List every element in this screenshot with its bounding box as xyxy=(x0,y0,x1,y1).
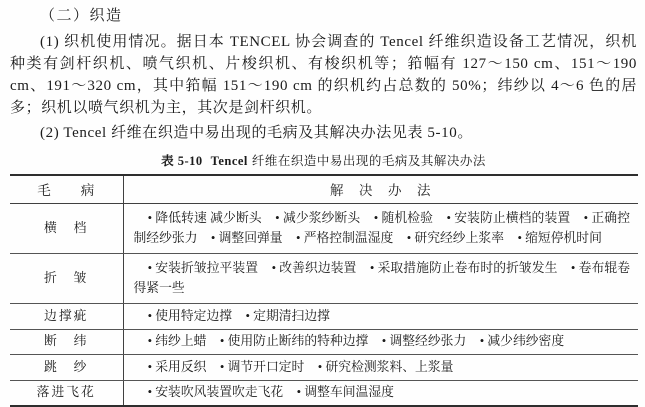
solutions-cell xyxy=(123,304,638,330)
solution-item: • 研究经纱上浆率 xyxy=(406,230,504,245)
solution-item: • 卷布辊卷得紧一些 xyxy=(133,261,631,295)
solution-item: • 安装吹风装置吹走飞花 xyxy=(147,385,284,399)
paragraph-table-reference: (2) Tencel 纤维在织造中易出现的毛病及其解决办法见表 5-10。 xyxy=(40,125,473,141)
table-header-row xyxy=(10,175,638,204)
solution-item: • 采取措施防止卷布时的折皱发生 xyxy=(369,261,558,275)
solution-item: • 改善织边装置 xyxy=(271,261,357,275)
table-row xyxy=(10,355,638,381)
table-row xyxy=(10,204,638,254)
solution-item: • 使用防止断纬的特种边撑 xyxy=(219,334,369,348)
problem-cell: 落进飞花 xyxy=(10,380,123,406)
solution-item: • 调整车间温湿度 xyxy=(296,385,394,399)
table-row xyxy=(10,304,638,330)
table-caption-title: 纤维在织造中易出现的毛病及其解决办法 xyxy=(251,154,486,168)
section-heading: （二）织造 xyxy=(40,8,123,24)
problem-cell: 折 皱 xyxy=(10,254,123,304)
solution-item: • 调整回弹量 xyxy=(210,230,283,245)
solution-item: • 随机检验 xyxy=(373,211,434,225)
solution-item: • 研究检测浆料、上浆量 xyxy=(317,359,454,374)
table-row xyxy=(10,329,638,355)
solution-item: • 定期清扫边撑 xyxy=(245,308,330,323)
column-header-solutions: 解 决 办 法 xyxy=(123,175,638,204)
paragraph-loom-usage: (1) 织机使用情况。据日本 TENCEL 协会调查的 Tencel 纤维织造设备工艺情况，织机种类有剑杆织机、喷气织机、片梭织机、有梭织机等；筘幅有 127～150 cm、151～190 cm、191～320 cm，其中筘幅 151～190 cm 的织机约占总数的 50%；纬纱以 4～6 色的居多；织机以喷气织机为主，其次是剑杆织机。 xyxy=(10,34,637,116)
defects-solutions-table xyxy=(10,174,638,407)
solution-item: • 降低转速 减少断头 xyxy=(147,211,262,225)
solution-item: • 调整经纱张力 xyxy=(381,334,467,348)
table-caption-brand: Tencel xyxy=(210,154,248,168)
solution-item: • 缩短停机时间 xyxy=(517,230,602,245)
solutions-cell xyxy=(123,380,638,406)
solution-item: • 安装折皱拉平装置 xyxy=(147,261,259,275)
solution-item: • 严格控制温湿度 xyxy=(296,230,394,245)
column-header-problem: 毛 病 xyxy=(10,175,123,204)
problem-cell: 横 档 xyxy=(10,204,123,254)
solutions-cell xyxy=(123,204,638,254)
solutions-cell xyxy=(123,355,638,381)
table-body xyxy=(10,204,638,407)
table-row xyxy=(10,254,638,304)
solution-item: • 安装防止横档的装置 xyxy=(446,211,571,225)
solutions-cell xyxy=(123,329,638,355)
solution-item: • 正确控制经纱张力 xyxy=(133,211,630,245)
problem-cell: 边撑疵 xyxy=(10,304,123,330)
solution-item: • 纬纱上蜡 xyxy=(147,334,207,348)
solution-item: • 减少浆纱断头 xyxy=(275,211,361,225)
problem-cell: 断 纬 xyxy=(10,329,123,355)
solutions-cell xyxy=(123,254,638,304)
solution-item: • 采用反织 xyxy=(147,359,207,374)
solution-item: • 使用特定边撑 xyxy=(147,308,233,323)
table-caption xyxy=(10,153,637,169)
table-row xyxy=(10,380,638,406)
problem-cell: 跳 纱 xyxy=(10,355,123,381)
table-caption-number: 表 5-10 xyxy=(161,154,203,168)
solution-item: • 调节开口定时 xyxy=(219,359,305,374)
solution-item: • 减少纬纱密度 xyxy=(479,334,565,348)
